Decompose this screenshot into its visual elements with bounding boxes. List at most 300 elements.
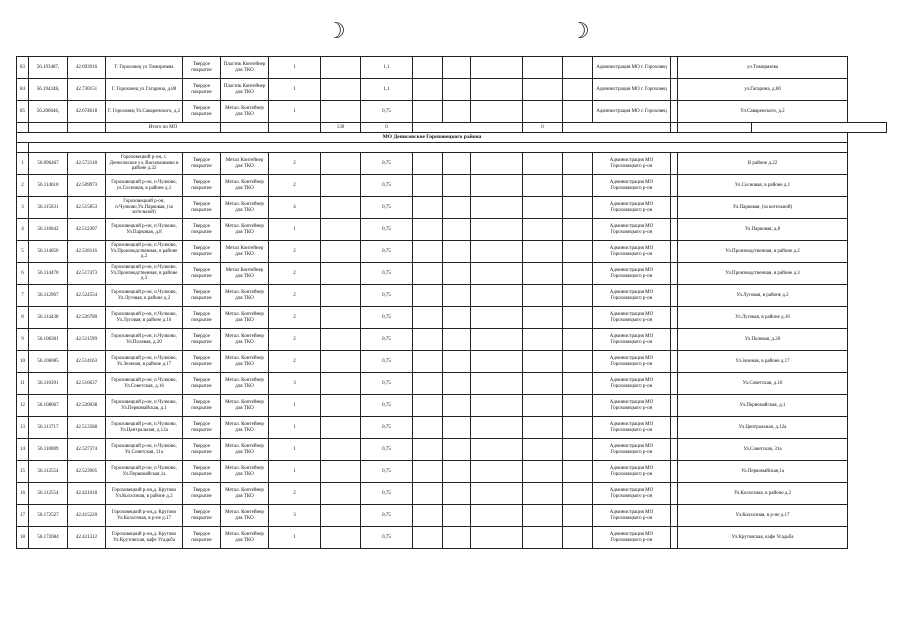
empty-cell [321,101,361,123]
owner-cell: Администрация МО Гороховецкого р-он [593,329,671,351]
empty-cell [563,153,593,175]
container-type-cell: Метал. Контейнер для ТКО [221,307,269,329]
table-row [17,263,887,285]
container-type-cell: Метал. Контейнер для ТКО [221,175,269,197]
registry-coordinate-cell: 56.108067 [29,395,68,417]
empty-cell [443,79,471,101]
empty-cell [563,527,593,549]
empty-cell [471,79,523,101]
container-type-cell: Метал. Контейнер для ТКО [221,197,269,219]
container-count-cell: 2 [269,175,321,197]
waste-source-cell: Ул.Парковая, д.8 [678,219,848,241]
container-type-cell: Метал. Контейнер для ТКО [221,373,269,395]
empty-cell [321,395,361,417]
longitude-cell: 42.513588 [68,417,106,439]
surface-cell: Твердое покрытие [183,307,221,329]
empty-cell [563,505,593,527]
empty-cell [523,439,563,461]
owner-cell: Администрация МО Гороховецкого р-он [593,197,671,219]
address-cell: Гороховецкий р-он, п.Чулково, Ул.Полевая, д.20 [106,329,183,351]
registry-coordinate-cell: 56.112554 [29,461,68,483]
surface-cell: Твердое покрытие [183,175,221,197]
empty-cell [321,57,361,79]
owner-cell: Администрация МО Гороховецкого р-он [593,461,671,483]
empty-cell [471,101,523,123]
registry-coordinate-cell: 56.110391 [29,373,68,395]
longitude-cell: 42.421312 [68,527,106,549]
container-count-cell: 2 [269,329,321,351]
empty-cell [523,461,563,483]
empty-cell [563,57,593,79]
container-count-cell: 1 [269,219,321,241]
container-type-cell: Метал. Контейнер для ТКО [221,101,269,123]
empty-cell [221,123,269,133]
empty-cell [413,505,443,527]
table-row [17,395,887,417]
container-type-cell: Метал. Контейнер для ТКО [221,219,269,241]
container-count-cell: 1 [269,57,321,79]
empty-cell [671,263,678,285]
table-row [17,197,887,219]
waste-source-cell: Ул.Крутовская, кафе Усадьба [678,527,848,549]
total-zero-cell: 0 [361,123,413,133]
registry-coordinate-cell: 56.193487, [29,57,68,79]
longitude-cell: 42.526780 [68,307,106,329]
container-type-cell: Метал. Контейнер для ТКО [221,351,269,373]
address-cell: Гороховецкий р-он, п.Чулково, Ул.Парковая, д.8 [106,219,183,241]
surface-cell: Твердое покрытие [183,417,221,439]
row-number-cell: 4 [17,219,29,241]
empty-cell [443,175,471,197]
empty-cell [321,153,361,175]
container-volume-cell: 0,75 [361,197,413,219]
empty-cell [671,123,678,133]
registry-coordinate-cell: 56.110009 [29,439,68,461]
address-cell: Гороховецкий р-он, п.Чулково, Ул.Первомайская, д.1 [106,395,183,417]
empty-cell [671,483,678,505]
empty-cell [563,79,593,101]
waste-source-cell: В районе д.22 [678,153,848,175]
registry-coordinate-cell: 56.115631 [29,197,68,219]
empty-cell [563,219,593,241]
empty-cell [413,439,443,461]
registry-coordinate-cell: 56.206646, [29,101,68,123]
longitude-cell: 42.523905 [68,461,106,483]
owner-cell: Администрация МО Гороховецкого р-он [593,483,671,505]
container-volume-cell: 0,75 [361,307,413,329]
table-body [17,57,887,549]
table-row [17,101,887,123]
empty-cell [563,175,593,197]
waste-source-cell: Ул.Советская, 31а [678,439,848,461]
surface-cell: Твердое покрытие [183,373,221,395]
empty-cell [443,439,471,461]
table-row [17,329,887,351]
empty-cell [523,483,563,505]
row-number-cell: 13 [17,417,29,439]
surface-cell: Твердое покрытие [183,241,221,263]
empty-cell [563,439,593,461]
registry-coordinate-cell: 56.112554 [29,483,68,505]
empty-cell [413,101,443,123]
empty-cell [321,439,361,461]
empty-cell [443,263,471,285]
empty-cell [523,505,563,527]
waste-source-cell: Ул.Центральная, д.12а [678,417,848,439]
empty-cell [443,483,471,505]
binder-hole-mark-left: ☽ [326,18,346,43]
owner-cell: Администрация МО Гороховецкого р-он [593,373,671,395]
container-count-cell: 1 [269,439,321,461]
address-cell: Гороховецкий р-он, п.Чулково, Ул.Производственная, в районе д.3 [106,263,183,285]
empty-cell [443,57,471,79]
empty-cell [523,197,563,219]
table-row [17,79,887,101]
total-count-cell: 130 [321,123,361,133]
address-cell: Г. Гороховец Ул.Саваренского, д.2 [106,101,183,123]
table-row [17,483,887,505]
empty-cell [413,373,443,395]
empty-cell [523,351,563,373]
empty-cell [523,241,563,263]
container-type-cell: Пластик Контейнер для ТКО [221,79,269,101]
longitude-cell: 42.421018 [68,483,106,505]
empty-cell [443,329,471,351]
empty-cell [563,123,671,133]
empty-cell [443,351,471,373]
container-volume-cell: 0,75 [361,461,413,483]
table-row [17,307,887,329]
address-cell: Гороховецкий р-он, п.Чулково, Ул.Советская, д.16 [106,373,183,395]
container-type-cell: Метал. Контейнер для ТКО [221,417,269,439]
registry-coordinate-cell: 56.116042 [29,219,68,241]
empty-cell [563,395,593,417]
longitude-cell: 42.514163 [68,351,106,373]
address-cell: Гороховецкий р-он, с. Денисовское ул. Васильчиково в районе д.22 [106,153,183,175]
empty-cell [471,373,523,395]
section-title: МО Денисовское Гороховецкого района [17,133,848,143]
container-count-cell: 2 [269,241,321,263]
empty-cell [471,527,523,549]
container-type-cell: Метал. Контейнер для ТКО [221,483,269,505]
empty-cell [443,101,471,123]
total-row [17,123,887,133]
row-number-cell: 12 [17,395,29,417]
table-row [17,461,887,483]
longitude-cell: 42.572118 [68,153,106,175]
address-cell: Гороховецкий р-он, п.Чулково, Ул.Центральная, д.12а [106,417,183,439]
empty-cell [443,285,471,307]
registry-coordinate-cell: 56.114438 [29,307,68,329]
empty-cell [563,417,593,439]
empty-cell [678,123,752,133]
empty-cell [671,329,678,351]
empty-cell [321,219,361,241]
empty-cell [413,307,443,329]
container-count-cell: 1 [269,461,321,483]
table-row [17,505,887,527]
row-number-cell: 15 [17,461,29,483]
address-cell: Гороховецкий р-он, п.Чулково, Ул.Первомайская,1а [106,461,183,483]
empty-cell [321,241,361,263]
address-cell: Гороховецкий р-он,д. Крутово Ул.Крутовская, кафе Усадьба [106,527,183,549]
longitude-cell: 42.518116 [68,241,106,263]
empty-cell [752,123,887,133]
container-count-cell: 3 [269,505,321,527]
empty-cell [523,57,563,79]
empty-cell [29,143,848,153]
registry-coordinate-cell: 56.114470 [29,263,68,285]
empty-cell [471,329,523,351]
row-number-cell: 84 [17,79,29,101]
container-count-cell: 2 [269,307,321,329]
empty-cell [321,197,361,219]
address-cell: Гороховецкий р-он, п.Чулково, ул.Сосновая, в районе д.1 [106,175,183,197]
table-row [17,527,887,549]
owner-cell: Администрация МО Гороховецкого р-он [593,351,671,373]
longitude-cell: 42.516637 [68,373,106,395]
row-number-cell: 83 [17,57,29,79]
empty-cell [321,483,361,505]
waste-source-cell: Ул.Сосновая, в районе д.1 [678,175,848,197]
container-type-cell: Метал. Контейнер для ТКО [221,527,269,549]
owner-cell: Администрация МО Гороховецкого р-он [593,395,671,417]
container-count-cell: 1 [269,395,321,417]
container-type-cell: Метал Контейнер для ТКО [221,153,269,175]
empty-cell [671,79,678,101]
empty-cell [563,329,593,351]
owner-cell: Администрация МО Гороховецкого р-он [593,263,671,285]
container-count-cell: 1 [269,527,321,549]
surface-cell: Твердое покрытие [183,197,221,219]
longitude-cell: 42.674618 [68,101,106,123]
empty-cell [321,505,361,527]
longitude-cell: 42.524554 [68,285,106,307]
container-volume-cell: 1,1 [361,57,413,79]
empty-cell [17,123,29,133]
empty-cell [413,395,443,417]
container-count-cell: 1 [269,417,321,439]
empty-cell [671,439,678,461]
empty-cell [413,219,443,241]
registry-coordinate-cell: 56.096467 [29,153,68,175]
container-count-cell: 1 [269,79,321,101]
empty-cell [471,57,523,79]
owner-cell: Администрация МО Гороховецкого р-он [593,417,671,439]
container-count-cell: 2 [269,263,321,285]
empty-cell [563,285,593,307]
container-volume-cell: 0,75 [361,101,413,123]
container-type-cell: Метал. Контейнер для ТКО [221,329,269,351]
address-cell: Гороховецкий р-он,д. Крутово Ул.Колхозная, в районе д.2 [106,483,183,505]
waste-source-cell: Ул.Зеленая, в районе д.17 [678,351,848,373]
address-cell: Гороховецкий р-он, п.Чулково, Ул.Луговая, в районе д.16 [106,307,183,329]
container-volume-cell: 1,1 [361,79,413,101]
surface-cell: Твердое покрытие [183,329,221,351]
row-number-cell: 9 [17,329,29,351]
empty-cell [413,263,443,285]
registry-coordinate-cell: 56.113717 [29,417,68,439]
waste-source-cell: Ул.Колхозная, в р-не д.17 [678,505,848,527]
table-row [17,373,887,395]
empty-cell [523,153,563,175]
container-volume-cell: 0,75 [361,263,413,285]
container-count-cell: 2 [269,285,321,307]
row-number-cell: 1 [17,153,29,175]
empty-cell [321,329,361,351]
empty-cell [671,241,678,263]
waste-source-cell: Ул.Колхозная, в районе д.2 [678,483,848,505]
row-number-cell: 2 [17,175,29,197]
empty-cell [321,417,361,439]
empty-cell [321,373,361,395]
waste-source-cell: ул.Гагарина, д.80 [678,79,848,101]
container-type-cell: Метал. Контейнер для ТКО [221,461,269,483]
empty-cell [68,123,106,133]
row-number-cell: 6 [17,263,29,285]
row-number-cell: 11 [17,373,29,395]
longitude-cell: 42.511599 [68,329,106,351]
waste-source-cell: Ул.Производственная, в районе д.3 [678,263,848,285]
empty-cell [523,285,563,307]
empty-cell [471,219,523,241]
container-volume-cell: 0,75 [361,329,413,351]
table-row [17,351,887,373]
waste-source-cell: Ул.Первомайская,1а [678,461,848,483]
registry-coordinate-cell: 56.106085 [29,351,68,373]
empty-cell [523,79,563,101]
empty-cell [471,263,523,285]
empty-cell [671,505,678,527]
empty-cell [321,307,361,329]
container-volume-cell: 0,75 [361,351,413,373]
container-count-cell: 3 [269,373,321,395]
owner-cell: Администрация МО Гороховецкого р-он [593,241,671,263]
waste-source-cell: Ул.Парковая, (за котельной) [678,197,848,219]
surface-cell: Твердое покрытие [183,101,221,123]
empty-cell [471,241,523,263]
empty-cell [413,417,443,439]
container-type-cell: Метал Контейнер для ТКО [221,241,269,263]
empty-cell [563,197,593,219]
surface-cell: Твердое покрытие [183,483,221,505]
registry-coordinate-cell: 56.194248, [29,79,68,101]
address-cell: Г. Гороховец ул Гагарина, д.80 [106,79,183,101]
longitude-cell: 42.517473 [68,263,106,285]
empty-cell [321,175,361,197]
row-number-cell: 14 [17,439,29,461]
owner-cell: Администрация МО Гороховецкого р-он [593,219,671,241]
waste-source-cell: Ул.Первомайская, д.1 [678,395,848,417]
empty-cell [443,461,471,483]
empty-cell [671,101,678,123]
row-number-cell: 17 [17,505,29,527]
empty-cell [413,483,443,505]
empty-cell [471,461,523,483]
surface-cell: Твердое покрытие [183,461,221,483]
owner-cell: Администрация МО Гороховецкого р-он [593,307,671,329]
table-row [17,153,887,175]
empty-cell [413,197,443,219]
empty-cell [471,153,523,175]
container-volume-cell: 0,75 [361,175,413,197]
empty-cell [321,263,361,285]
total-zero-cell: 0 [523,123,563,133]
address-cell: Гороховецкий р-он, п.Чулково, Ул.Производственная, в районе д.2 [106,241,183,263]
container-volume-cell: 0,75 [361,395,413,417]
longitude-cell: 42.512307 [68,219,106,241]
container-volume-cell: 0,75 [361,417,413,439]
section-header-row [17,133,887,143]
empty-cell [471,439,523,461]
empty-cell [671,197,678,219]
empty-cell [671,417,678,439]
empty-cell [523,175,563,197]
container-type-cell: Метал. Контейнер для ТКО [221,285,269,307]
empty-cell [321,285,361,307]
owner-cell: Администрация МО Гороховецкого р-он [593,153,671,175]
empty-cell [523,307,563,329]
container-count-cell: 2 [269,351,321,373]
blank-row [17,143,887,153]
empty-cell [523,373,563,395]
empty-cell [443,241,471,263]
longitude-cell: 42.415220 [68,505,106,527]
longitude-cell: 42.515853 [68,197,106,219]
table-row [17,439,887,461]
empty-cell [523,527,563,549]
longitude-cell: 42.693916 [68,57,106,79]
empty-cell [563,461,593,483]
owner-cell: Администрация МО Гороховецкого р-он [593,439,671,461]
surface-cell: Твердое покрытие [183,395,221,417]
address-cell: Г. Гороховец ул Тимирязева [106,57,183,79]
empty-cell [523,219,563,241]
total-label-cell: Итого по МО [106,123,221,133]
surface-cell: Твердое покрытие [183,527,221,549]
empty-cell [413,153,443,175]
waste-source-cell: Ул.Полевая, д.20 [678,329,848,351]
owner-cell: Администрация МО г. Гороховец [593,79,671,101]
empty-cell [269,123,321,133]
container-volume-cell: 0,75 [361,439,413,461]
address-cell: Гороховецкий р-он,д. Крутово Ул.Колхозная, в р-не д.17 [106,505,183,527]
empty-cell [563,351,593,373]
empty-cell [671,285,678,307]
address-cell: Гороховецкий р-он, п.Чулково, Ул.Луговая, в районе д.2 [106,285,183,307]
empty-cell [523,395,563,417]
waste-source-cell: ул.Тимирязева [678,57,848,79]
empty-cell [413,241,443,263]
registry-coordinate-cell: 56.112967 [29,285,68,307]
empty-cell [671,219,678,241]
container-volume-cell: 0,75 [361,219,413,241]
empty-cell [563,241,593,263]
waste-source-cell: Ул.Луговая, в районе д.16 [678,307,848,329]
table-row [17,175,887,197]
registry-coordinate-cell: 56.114610 [29,175,68,197]
row-number-cell: 18 [17,527,29,549]
row-number-cell: 8 [17,307,29,329]
empty-cell [671,395,678,417]
empty-cell [671,153,678,175]
row-number-cell: 3 [17,197,29,219]
empty-cell [443,505,471,527]
surface-cell: Твердое покрытие [183,153,221,175]
address-cell: Гороховецкий р-он, п.Чулково, Ул.Зеленая, в районе д.17 [106,351,183,373]
container-volume-cell: 0,75 [361,153,413,175]
empty-cell [471,197,523,219]
